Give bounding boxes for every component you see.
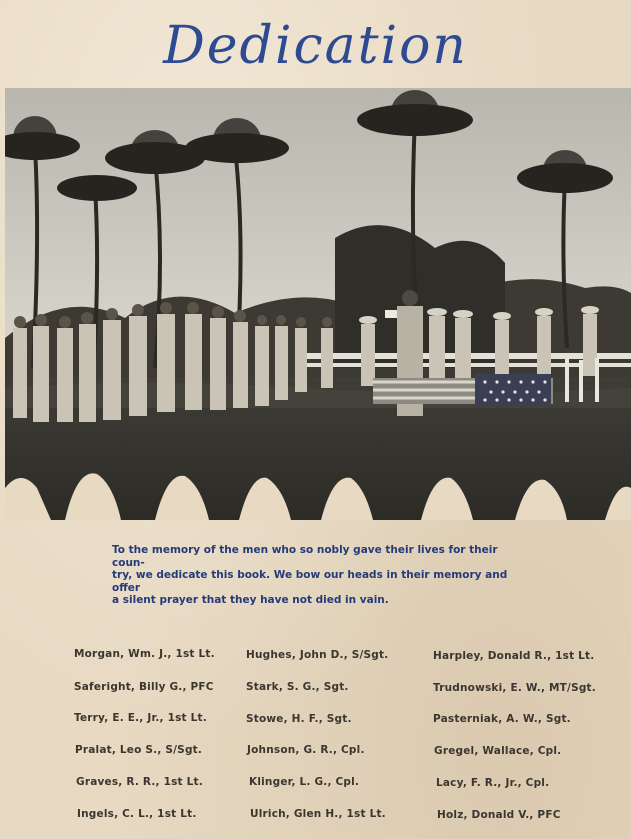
dedication-line-1: To the memory of the men who so nobly gave their lives for their coun- [112,544,498,569]
dedication-line-3: a silent prayer that they have not died in vain. [112,594,389,606]
name-col1-row3: Terry, E. E., Jr., 1st Lt. [74,712,207,724]
name-col2-row1: Hughes, John D., S/Sgt. [246,649,389,661]
name-col2-row5: Klinger, L. G., Cpl. [249,776,360,788]
name-col3-row3: Pasterniak, A. W., Sgt. [433,713,571,725]
page-title: Dedication [163,16,468,76]
name-col3-row2: Trudnowski, E. W., MT/Sgt. [433,682,596,694]
memorial-ceremony-photo [5,88,631,520]
memorial-names-list [0,640,631,830]
name-col1-row1: Morgan, Wm. J., 1st Lt. [74,648,215,660]
name-col2-row3: Stowe, H. F., Sgt. [246,713,352,725]
name-col3-row1: Harpley, Donald R., 1st Lt. [433,650,595,662]
name-col3-row4: Gregel, Wallace, Cpl. [434,745,562,757]
name-col1-row6: Ingels, C. L., 1st Lt. [77,808,197,820]
dedication-line-2: try, we dedicate this book. We bow our heads in their memory and offer [112,569,508,594]
photo-illustration [5,88,631,520]
name-col2-row4: Johnson, G. R., Cpl. [247,744,365,756]
dedication-text [112,544,512,607]
name-col3-row6: Holz, Donald V., PFC [437,809,561,821]
name-col3-row5: Lacy, F. R., Jr., Cpl. [436,777,550,789]
name-col2-row2: Stark, S. G., Sgt. [246,681,349,693]
name-col1-row4: Pralat, Leo S., S/Sgt. [75,744,203,756]
name-col2-row6: Ulrich, Glen H., 1st Lt. [250,808,386,820]
name-col1-row2: Saferight, Billy G., PFC [74,681,214,693]
name-col1-row5: Graves, R. R., 1st Lt. [76,776,203,788]
